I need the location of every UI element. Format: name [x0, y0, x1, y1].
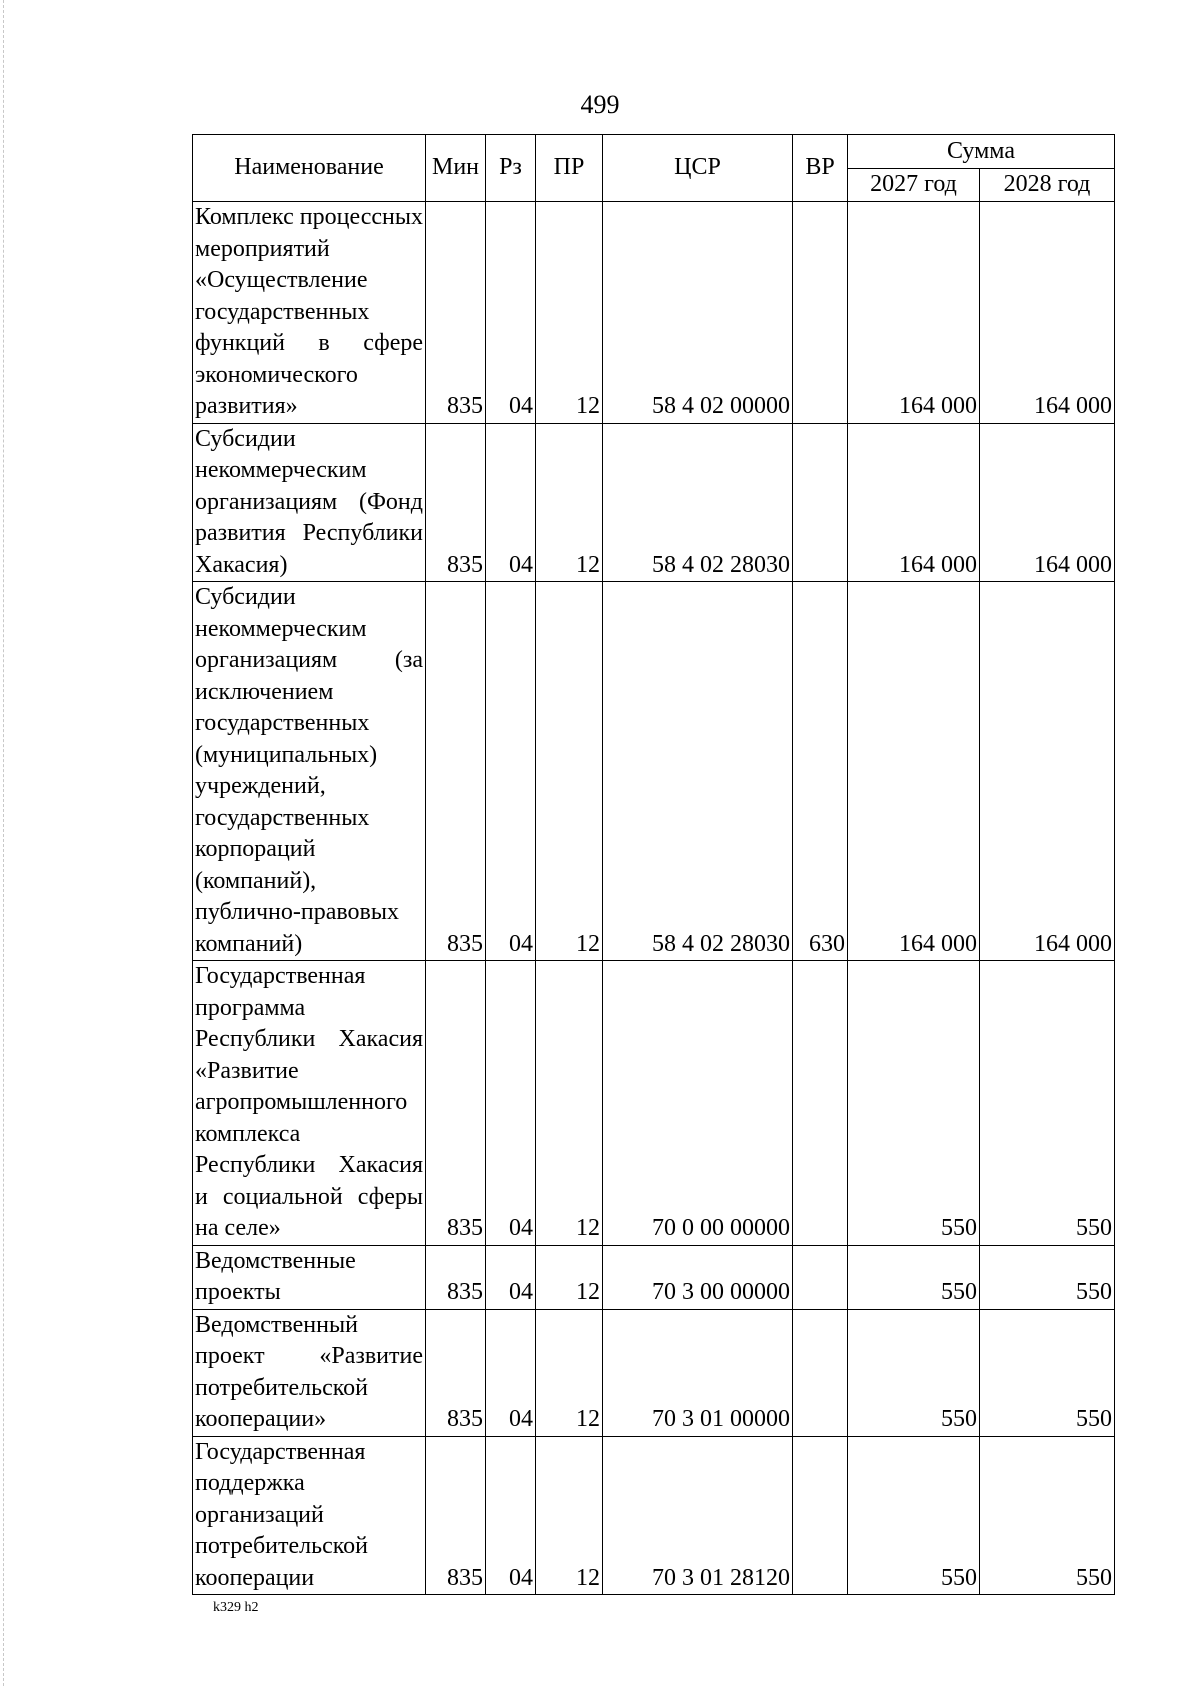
- cell-min: 835: [426, 1436, 486, 1595]
- table-row: [193, 1436, 1115, 1595]
- cell-rz: 04: [486, 582, 536, 961]
- cell-vr: [793, 1245, 848, 1309]
- cell-csr: 70 0 00 00000: [603, 961, 793, 1246]
- cell-csr: 58 4 02 00000: [603, 202, 793, 424]
- cell-name: Субсидии некоммерческим организациям (за исключением государственных (муниципальных) учреждений, государственных корпораций (компаний), публично-правовых компаний): [193, 582, 426, 961]
- table-body: [193, 202, 1115, 1595]
- cell-pr: 12: [536, 582, 603, 961]
- cell-sum-2028: 164 000: [980, 202, 1115, 424]
- cell-vr: [793, 1436, 848, 1595]
- table-row: [193, 1245, 1115, 1309]
- table-row: [193, 582, 1115, 961]
- cell-vr: [793, 202, 848, 424]
- cell-csr: 70 3 01 00000: [603, 1309, 793, 1436]
- cell-rz: 04: [486, 1245, 536, 1309]
- header-year-2028: 2028 год: [980, 169, 1115, 202]
- budget-table: [192, 134, 1115, 1595]
- cell-pr: 12: [536, 423, 603, 582]
- cell-sum-2028: 550: [980, 1245, 1115, 1309]
- cell-sum-2027: 550: [848, 1309, 980, 1436]
- cell-rz: 04: [486, 1309, 536, 1436]
- cell-name: Ведомственные проекты: [193, 1245, 426, 1309]
- cell-name: Комплекс процессных мероприятий «Осуществление государственных функций в сфере экономического развития»: [193, 202, 426, 424]
- page-number: 499: [580, 90, 620, 119]
- cell-rz: 04: [486, 1436, 536, 1595]
- cell-min: 835: [426, 202, 486, 424]
- table-row: [193, 202, 1115, 424]
- scan-edge-line: [3, 0, 5, 1686]
- cell-name: Субсидии некоммерческим организациям (Фонд развития Республики Хакасия): [193, 423, 426, 582]
- header-csr: ЦСР: [603, 135, 793, 202]
- header-vr: ВР: [793, 135, 848, 202]
- cell-name: Государственная поддержка организаций потребительской кооперации: [193, 1436, 426, 1595]
- table-row: [193, 423, 1115, 582]
- cell-name: Ведомственный проект «Развитие потребительской кооперации»: [193, 1309, 426, 1436]
- cell-csr: 70 3 01 28120: [603, 1436, 793, 1595]
- cell-sum-2027: 164 000: [848, 582, 980, 961]
- cell-rz: 04: [486, 423, 536, 582]
- cell-sum-2028: 550: [980, 961, 1115, 1246]
- cell-sum-2027: 550: [848, 1245, 980, 1309]
- cell-pr: 12: [536, 202, 603, 424]
- cell-name: Государственная программа Республики Хакасия «Развитие агропромышленного комплекса Республики Хакасия и социальной сферы на селе»: [193, 961, 426, 1246]
- cell-vr: 630: [793, 582, 848, 961]
- header-name: Наименование: [193, 135, 426, 202]
- cell-rz: 04: [486, 961, 536, 1246]
- cell-min: 835: [426, 582, 486, 961]
- header-sum: Сумма: [848, 135, 1115, 169]
- cell-vr: [793, 961, 848, 1246]
- cell-sum-2027: 550: [848, 961, 980, 1246]
- cell-vr: [793, 423, 848, 582]
- cell-rz: 04: [486, 202, 536, 424]
- table-header: [193, 135, 1115, 202]
- cell-min: 835: [426, 961, 486, 1246]
- cell-sum-2027: 164 000: [848, 202, 980, 424]
- cell-csr: 58 4 02 28030: [603, 582, 793, 961]
- header-year-2027: 2027 год: [848, 169, 980, 202]
- cell-pr: 12: [536, 1436, 603, 1595]
- footer-code: k329 h2: [213, 1600, 259, 1615]
- cell-pr: 12: [536, 961, 603, 1246]
- cell-pr: 12: [536, 1245, 603, 1309]
- cell-vr: [793, 1309, 848, 1436]
- table-row: [193, 1309, 1115, 1436]
- table-row: [193, 961, 1115, 1246]
- cell-csr: 70 3 00 00000: [603, 1245, 793, 1309]
- cell-sum-2027: 550: [848, 1436, 980, 1595]
- header-rz: Рз: [486, 135, 536, 202]
- cell-csr: 58 4 02 28030: [603, 423, 793, 582]
- cell-sum-2028: 164 000: [980, 423, 1115, 582]
- cell-pr: 12: [536, 1309, 603, 1436]
- cell-sum-2028: 550: [980, 1309, 1115, 1436]
- header-min: Мин: [426, 135, 486, 202]
- cell-sum-2028: 164 000: [980, 582, 1115, 961]
- header-pr: ПР: [536, 135, 603, 202]
- cell-min: 835: [426, 423, 486, 582]
- cell-sum-2028: 550: [980, 1436, 1115, 1595]
- cell-min: 835: [426, 1245, 486, 1309]
- cell-sum-2027: 164 000: [848, 423, 980, 582]
- cell-min: 835: [426, 1309, 486, 1436]
